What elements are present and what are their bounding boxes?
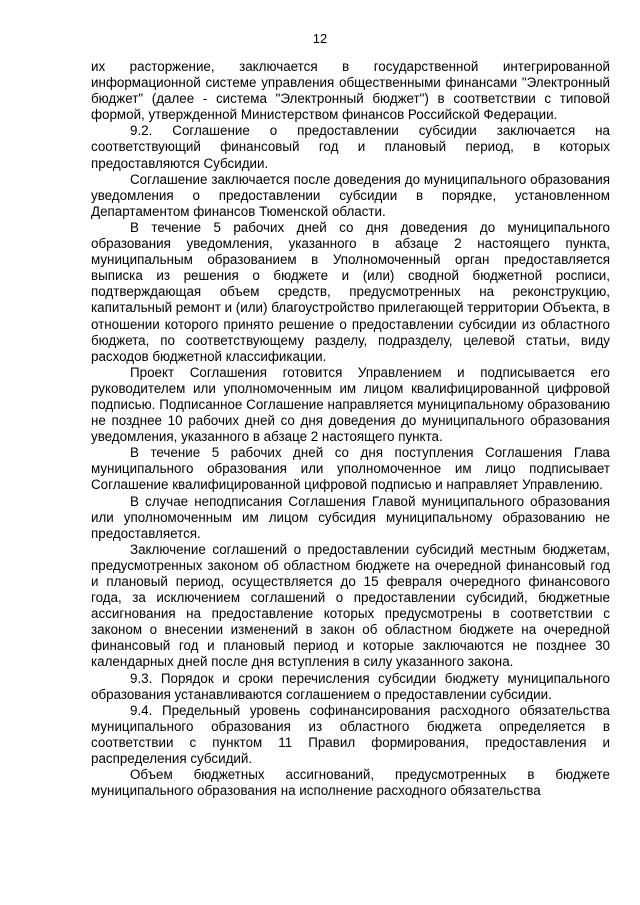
page-number: 12: [312, 31, 328, 46]
paragraph-signing: В течение 5 рабочих дней со дня поступления Соглашения Глава муниципального образования или уполномоченное им лицо подписывает Соглашение квалифицированной цифровой подписью и направляет Управлению.: [91, 445, 610, 493]
paragraph-budget-allocations: Объем бюджетных ассигнований, предусмотренных в бюджете муниципального образования на исполнение расходного обязательства: [91, 767, 610, 799]
paragraph-9-2: 9.2. Соглашение о предоставлении субсидии заключается на соответствующий финансовый год и плановый период, в которых предоставляются Субсидии.: [91, 123, 610, 171]
paragraph-9-3: 9.3. Порядок и сроки перечисления субсидии бюджету муниципального образования устанавливаются соглашением о предоставлении субсидии.: [91, 670, 610, 702]
paragraph-non-signing: В случае неподписания Соглашения Главой муниципального образования или уполномоченным им лицом субсидия муниципальному образованию не предоставляется.: [91, 493, 610, 541]
paragraph-agreement-conclusion: Соглашение заключается после доведения до муниципального образования уведомления о предоставлении субсидии в порядке, установленном Департаментом финансов Тюменской области.: [91, 171, 610, 219]
paragraph-9-4: 9.4. Предельный уровень софинансирования расходного обязательства муниципального образования из областного бюджета определяется в соответствии с пунктом 11 Правил формирования, предоставления и распределения субсидий.: [91, 702, 610, 767]
paragraph-continuation: их расторжение, заключается в государственной интегрированной информационной системе управления общественными финансами "Электронный бюджет" (далее - система "Электронный бюджет") в соответствии с типовой формой, утвержденной Министерством финансов Российской Федерации.: [91, 59, 610, 123]
paragraph-budget-extract: В течение 5 рабочих дней со дня доведения до муниципального образования уведомления, указанного в абзаце 2 настоящего пункта, муниципальным образованием в Уполномоченный орган предоставляется выписка из решения о бюджете и (или) сводной бюджетной росписи, подтверждающая объем средств, предусмотренных на реконструкцию, капитальный ремонт и (или) благоустройство прилегающей территории Объекта, в отношении которого принято решение о предоставлении субсидии из областного бюджета, по соответствующему разделу, подразделу, целевой статьи, виду расходов бюджетной классификации.: [91, 219, 610, 364]
paragraph-draft-agreement: Проект Соглашения готовится Управлением и подписывается его руководителем или уполномоченным им лицом квалифицированной цифровой подписью. Подписанное Соглашение направляется муниципальному образованию не позднее 10 рабочих дней со дня доведения до муниципального образования уведомления, указанного в абзаце 2 настоящего пункта.: [91, 364, 610, 445]
document-body: [91, 59, 610, 799]
paragraph-conclusion-deadline: Заключение соглашений о предоставлении субсидий местным бюджетам, предусмотренных законом об областном бюджете на очередной финансовый год и плановый период, осуществляется до 15 февраля очередного финансового года, за исключением соглашений о предоставлении субсидий, бюджетные ассигнования на предоставление которых предусмотрены в соответствии с законом о внесении изменений в закон об областном бюджете на очередной финансовый год и плановый период и которые заключаются не позднее 30 календарных дней после дня вступления в силу указанного закона.: [91, 541, 610, 670]
